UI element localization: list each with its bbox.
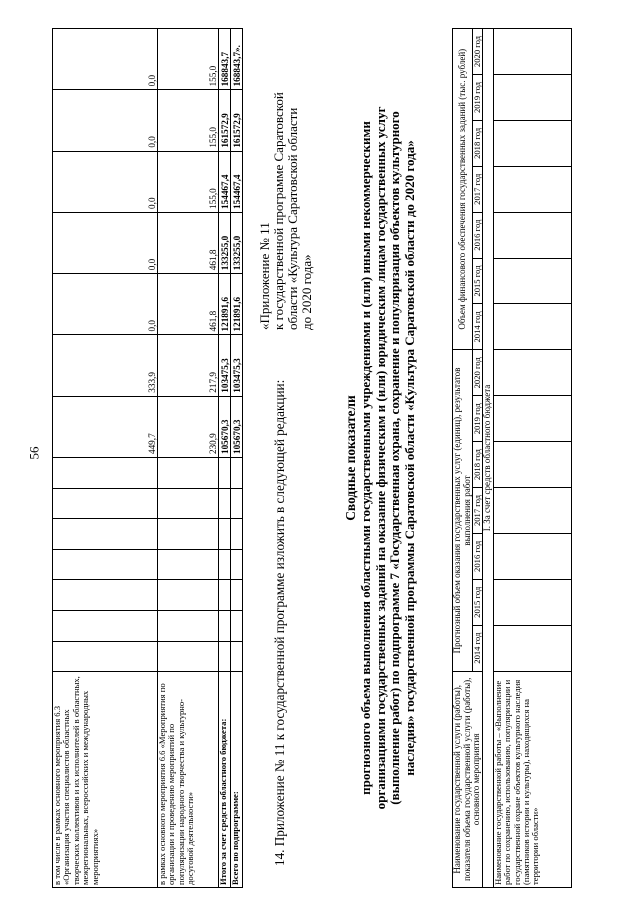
cell-value: 230,9 [158,396,219,457]
cell-value: 133255,0 [231,212,243,273]
cell-value: 103475,3 [231,335,243,396]
row-label: в том числе в рамках основного мероприятия 6.3 «Организация участия специалистов областных творческих коллективов и их исполнителей в областных, межрегиональных, всероссийских и международных мероприятиях» [53,672,158,888]
table-row-grand-total [231,29,243,888]
row-label: Наименование государственной работы – «Выполнение работ по сохранению, использованию, популяризации и государственной охране объектов культурного наследия (памятников истории и культуры), находящихся на территории области» [494,671,572,887]
year-header: 2015 год [473,258,483,304]
cell-value: 333,9 [53,335,158,396]
year-header: 2020 год [473,350,483,396]
cell-value: 0,0 [53,212,158,273]
cell-value: 155,0 [158,151,219,212]
year-header: 2019 год [473,75,483,121]
finance-header: Объем финансового обеспечения государственных заданий (тыс. рублей) [453,29,473,350]
cell-value: 0,0 [53,90,158,151]
year-header: 2018 год [473,120,483,166]
cell-value: 461,8 [158,212,219,273]
continuation-table [52,28,243,888]
cell-value: 0,0 [53,29,158,90]
heading-line: прогнозного объема выполнения областными государственными учреждениями и (или) иными некоммерческими [358,121,374,795]
cell-value: 121891,6 [231,274,243,335]
amendment-text: 14. Приложение № 11 к государственной программе изложить в следующей редакции: [272,379,287,866]
cell-value: 105670,3 [231,396,243,457]
year-header: 2017 год [473,166,483,212]
row-label: Всего по подпрограмме: [231,672,243,888]
cell-value: 133255,0 [219,212,231,273]
summary-table [452,28,572,888]
section-title: I. За счет средств областного бюджета [483,29,494,888]
cell-value: 161572,9 [219,90,231,151]
cell-value: 0,0 [53,274,158,335]
cell-value: 105670,3 [219,396,231,457]
table-row [158,29,219,888]
cell-value: 154467,4 [219,151,231,212]
row-label: в рамках основного мероприятия 6.6 «Мероприятия по организации и проведению мероприятий по популяризации народного творчества и культурно-досуговой деятельности» [158,672,219,888]
cell-value: 168843,7 [219,29,231,90]
heading-line: (выполнение работ) по подпрограмме 7 «Государственная охрана, сохранение и популяризация объектов культурного [387,111,403,805]
cell-value: 155,0 [158,29,219,90]
year-header: 2015 год [473,579,483,625]
table-row-total [219,29,231,888]
cell-value: 161572,9 [231,90,243,151]
heading-line: наследия» государственной программы Саратовской области «Культура Саратовской области до 2020 года» [401,140,417,776]
cell-value: 103475,3 [219,335,231,396]
appendix-line: области «Культура Саратовской области [285,107,300,330]
row-label: Итого за счет средств областного бюджета: [219,672,231,888]
year-header: 2016 год [473,212,483,258]
year-header: 2014 год [473,625,483,671]
year-header: 2018 год [473,442,483,488]
table-row [53,29,158,888]
cell-value: 217,9 [158,335,219,396]
cell-value: 461,8 [158,274,219,335]
appendix-line: до 2020 года» [299,254,314,330]
heading-line: организациями государственных заданий на оказание физическим и (или) юридическим лицам государственных услуг [372,106,388,810]
cell-value: 121891,6 [219,274,231,335]
document-heading [344,28,417,888]
year-header: 2016 год [473,533,483,579]
cell-value: 154467,4 [231,151,243,212]
cell-value: 449,7 [53,396,158,457]
appendix-reference [258,30,314,330]
year-header: 2014 год [473,304,483,350]
heading-title: Сводные показатели [343,395,358,521]
col-name-header: Наименование государственной услуги (работы), показателя объема государственной услуги (работы), основного мероприятия [453,671,483,887]
rotated-page-content [52,28,612,888]
cell-value: 0,0 [53,151,158,212]
year-header: 2017 год [473,488,483,534]
year-header: 2019 год [473,396,483,442]
cell-value: 168843,7». [231,29,243,90]
cell-value: 155,0 [158,90,219,151]
appendix-line: к государственной программе Саратовской [271,92,286,330]
year-header: 2020 год [473,29,483,75]
appendix-line: «Приложение № 11 [257,222,272,330]
volume-header: Прогнозный объем оказания государственных услуг (единиц), результатов выполнения работ [453,350,473,671]
page-number: 56 [26,446,42,460]
